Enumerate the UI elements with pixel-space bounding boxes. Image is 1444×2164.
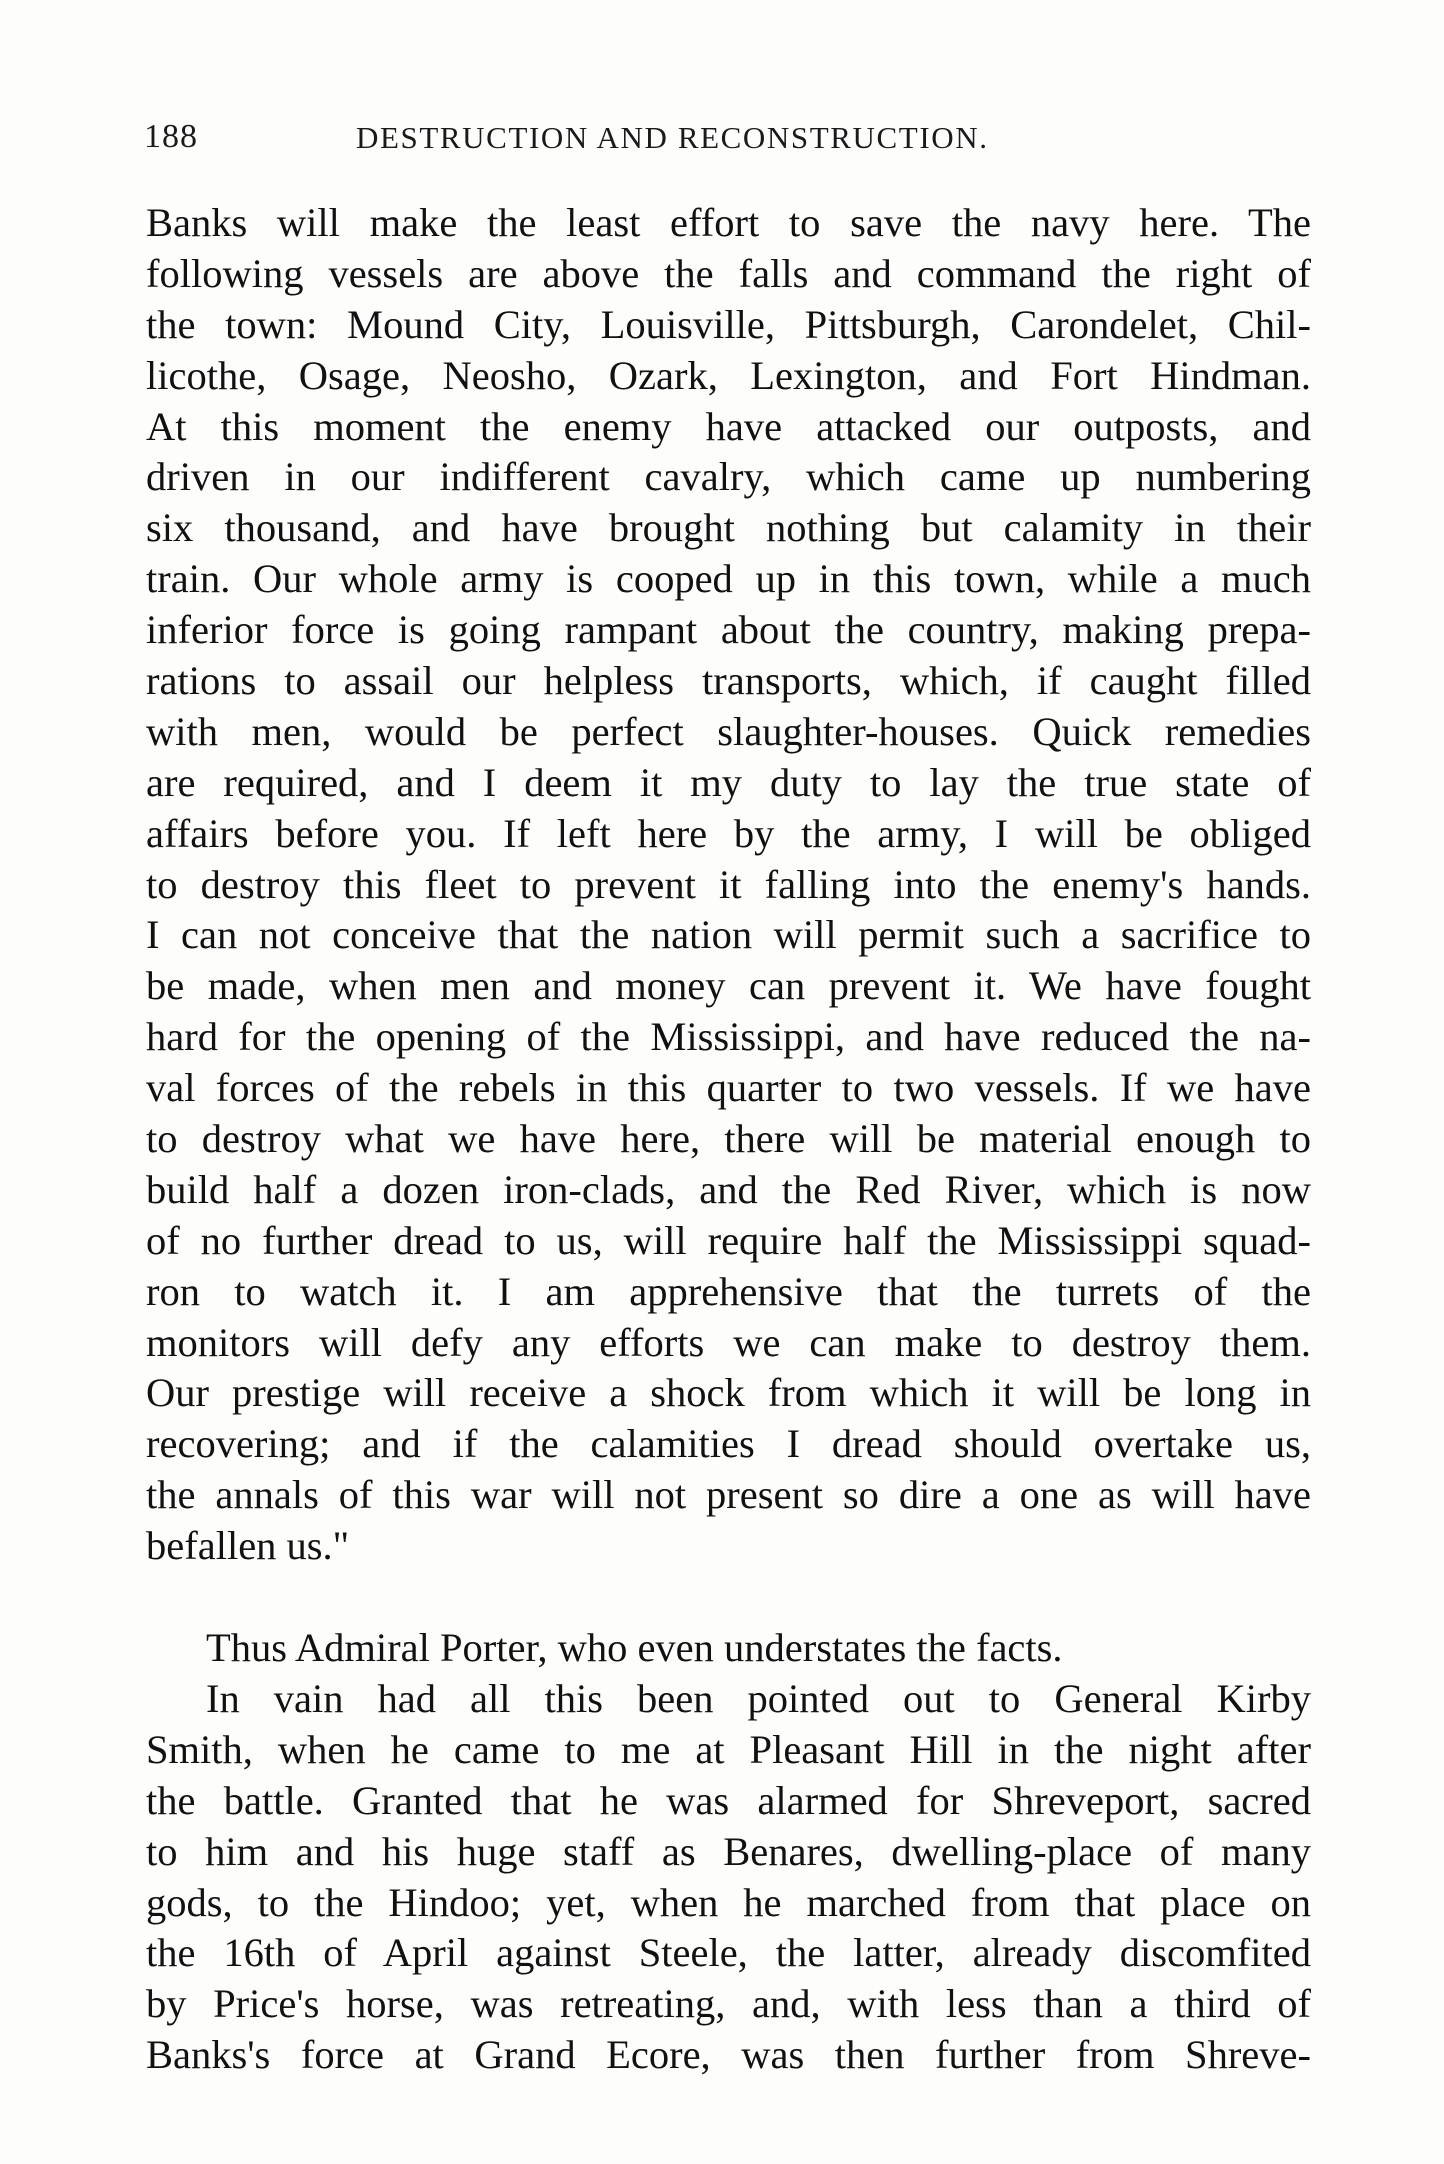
text-line: driven in our indifferent cavalry, which came up numbering (146, 454, 1311, 500)
text-line: At this moment the enemy have attacked our outposts, and (146, 403, 1311, 449)
text-line: six thousand, and have brought nothing but calamity in their (146, 505, 1311, 551)
text-line: by Price's horse, was retreating, and, with less than a third of (146, 1981, 1311, 2027)
body-text (146, 198, 1311, 2081)
text-line: Thus Admiral Porter, who even understates the facts. (206, 1625, 1063, 1671)
text-line: befallen us." (146, 1523, 350, 1569)
text-line: hard for the opening of the Mississippi, and have reduced the na- (146, 1014, 1311, 1060)
text-line: with men, would be perfect slaughter-houses. Quick remedies (146, 708, 1311, 754)
text-line: gods, to the Hindoo; yet, when he marched from that place on (146, 1879, 1311, 1925)
paragraph-attribution (146, 1623, 1311, 1674)
text-line: monitors will defy any efforts we can make to destroy them. (146, 1319, 1311, 1365)
paragraph-spacer (146, 1572, 1311, 1623)
text-line: be made, when men and money can prevent it. We have fought (146, 963, 1311, 1009)
text-line: build half a dozen iron-clads, and the Red River, which is now (146, 1166, 1311, 1212)
text-line: to destroy what we have here, there will be material enough to (146, 1116, 1311, 1162)
text-line: affairs before you. If left here by the army, I will be obliged (146, 810, 1311, 856)
paragraph-narrative (146, 1674, 1311, 2081)
running-head (140, 118, 1100, 168)
text-line: train. Our whole army is cooped up in this town, while a much (146, 556, 1311, 602)
text-line: are required, and I deem it my duty to lay the true state of (146, 759, 1311, 805)
text-line: of no further dread to us, will require half the Mississippi squad- (146, 1217, 1311, 1263)
text-line: the 16th of April against Steele, the latter, already discomfited (146, 1930, 1311, 1976)
text-line: the annals of this war will not present so dire a one as will have (146, 1472, 1311, 1518)
text-line: following vessels are above the falls and command the right of (146, 250, 1311, 296)
text-line: val forces of the rebels in this quarter to two vessels. If we have (146, 1065, 1311, 1111)
text-line: to him and his huge staff as Benares, dwelling-place of many (146, 1828, 1311, 1874)
text-line: Smith, when he came to me at Pleasant Hill in the night after (146, 1726, 1311, 1772)
page-number: 188 (144, 118, 198, 155)
text-line: to destroy this fleet to prevent it falling into the enemy's hands. (146, 861, 1311, 907)
text-line: I can not conceive that the nation will permit such a sacrifice to (146, 912, 1311, 958)
text-line: inferior force is going rampant about the country, making prepa- (146, 607, 1311, 653)
text-line: rations to assail our helpless transports, which, if caught filled (146, 658, 1311, 704)
text-line: Banks will make the least effort to save the navy here. The (146, 200, 1311, 245)
text-line: the battle. Granted that he was alarmed for Shreveport, sacred (146, 1777, 1311, 1823)
text-line: the town: Mound City, Louisville, Pittsburgh, Carondelet, Chil- (146, 301, 1311, 347)
text-line: In vain had all this been pointed out to General Kirby (206, 1675, 1311, 1721)
text-line: ron to watch it. I am apprehensive that the turrets of the (146, 1268, 1311, 1314)
text-line: Banks's force at Grand Ecore, was then further from Shreve- (146, 2032, 1311, 2078)
text-line: Our prestige will receive a shock from which it will be long in (146, 1370, 1311, 1416)
text-line: recovering; and if the calamities I dread should overtake us, (146, 1421, 1311, 1467)
running-title: DESTRUCTION AND RECONSTRUCTION. (356, 120, 989, 155)
text-line: licothe, Osage, Neosho, Ozark, Lexington, and Fort Hindman. (146, 352, 1311, 398)
paragraph-quotation (146, 198, 1311, 1572)
